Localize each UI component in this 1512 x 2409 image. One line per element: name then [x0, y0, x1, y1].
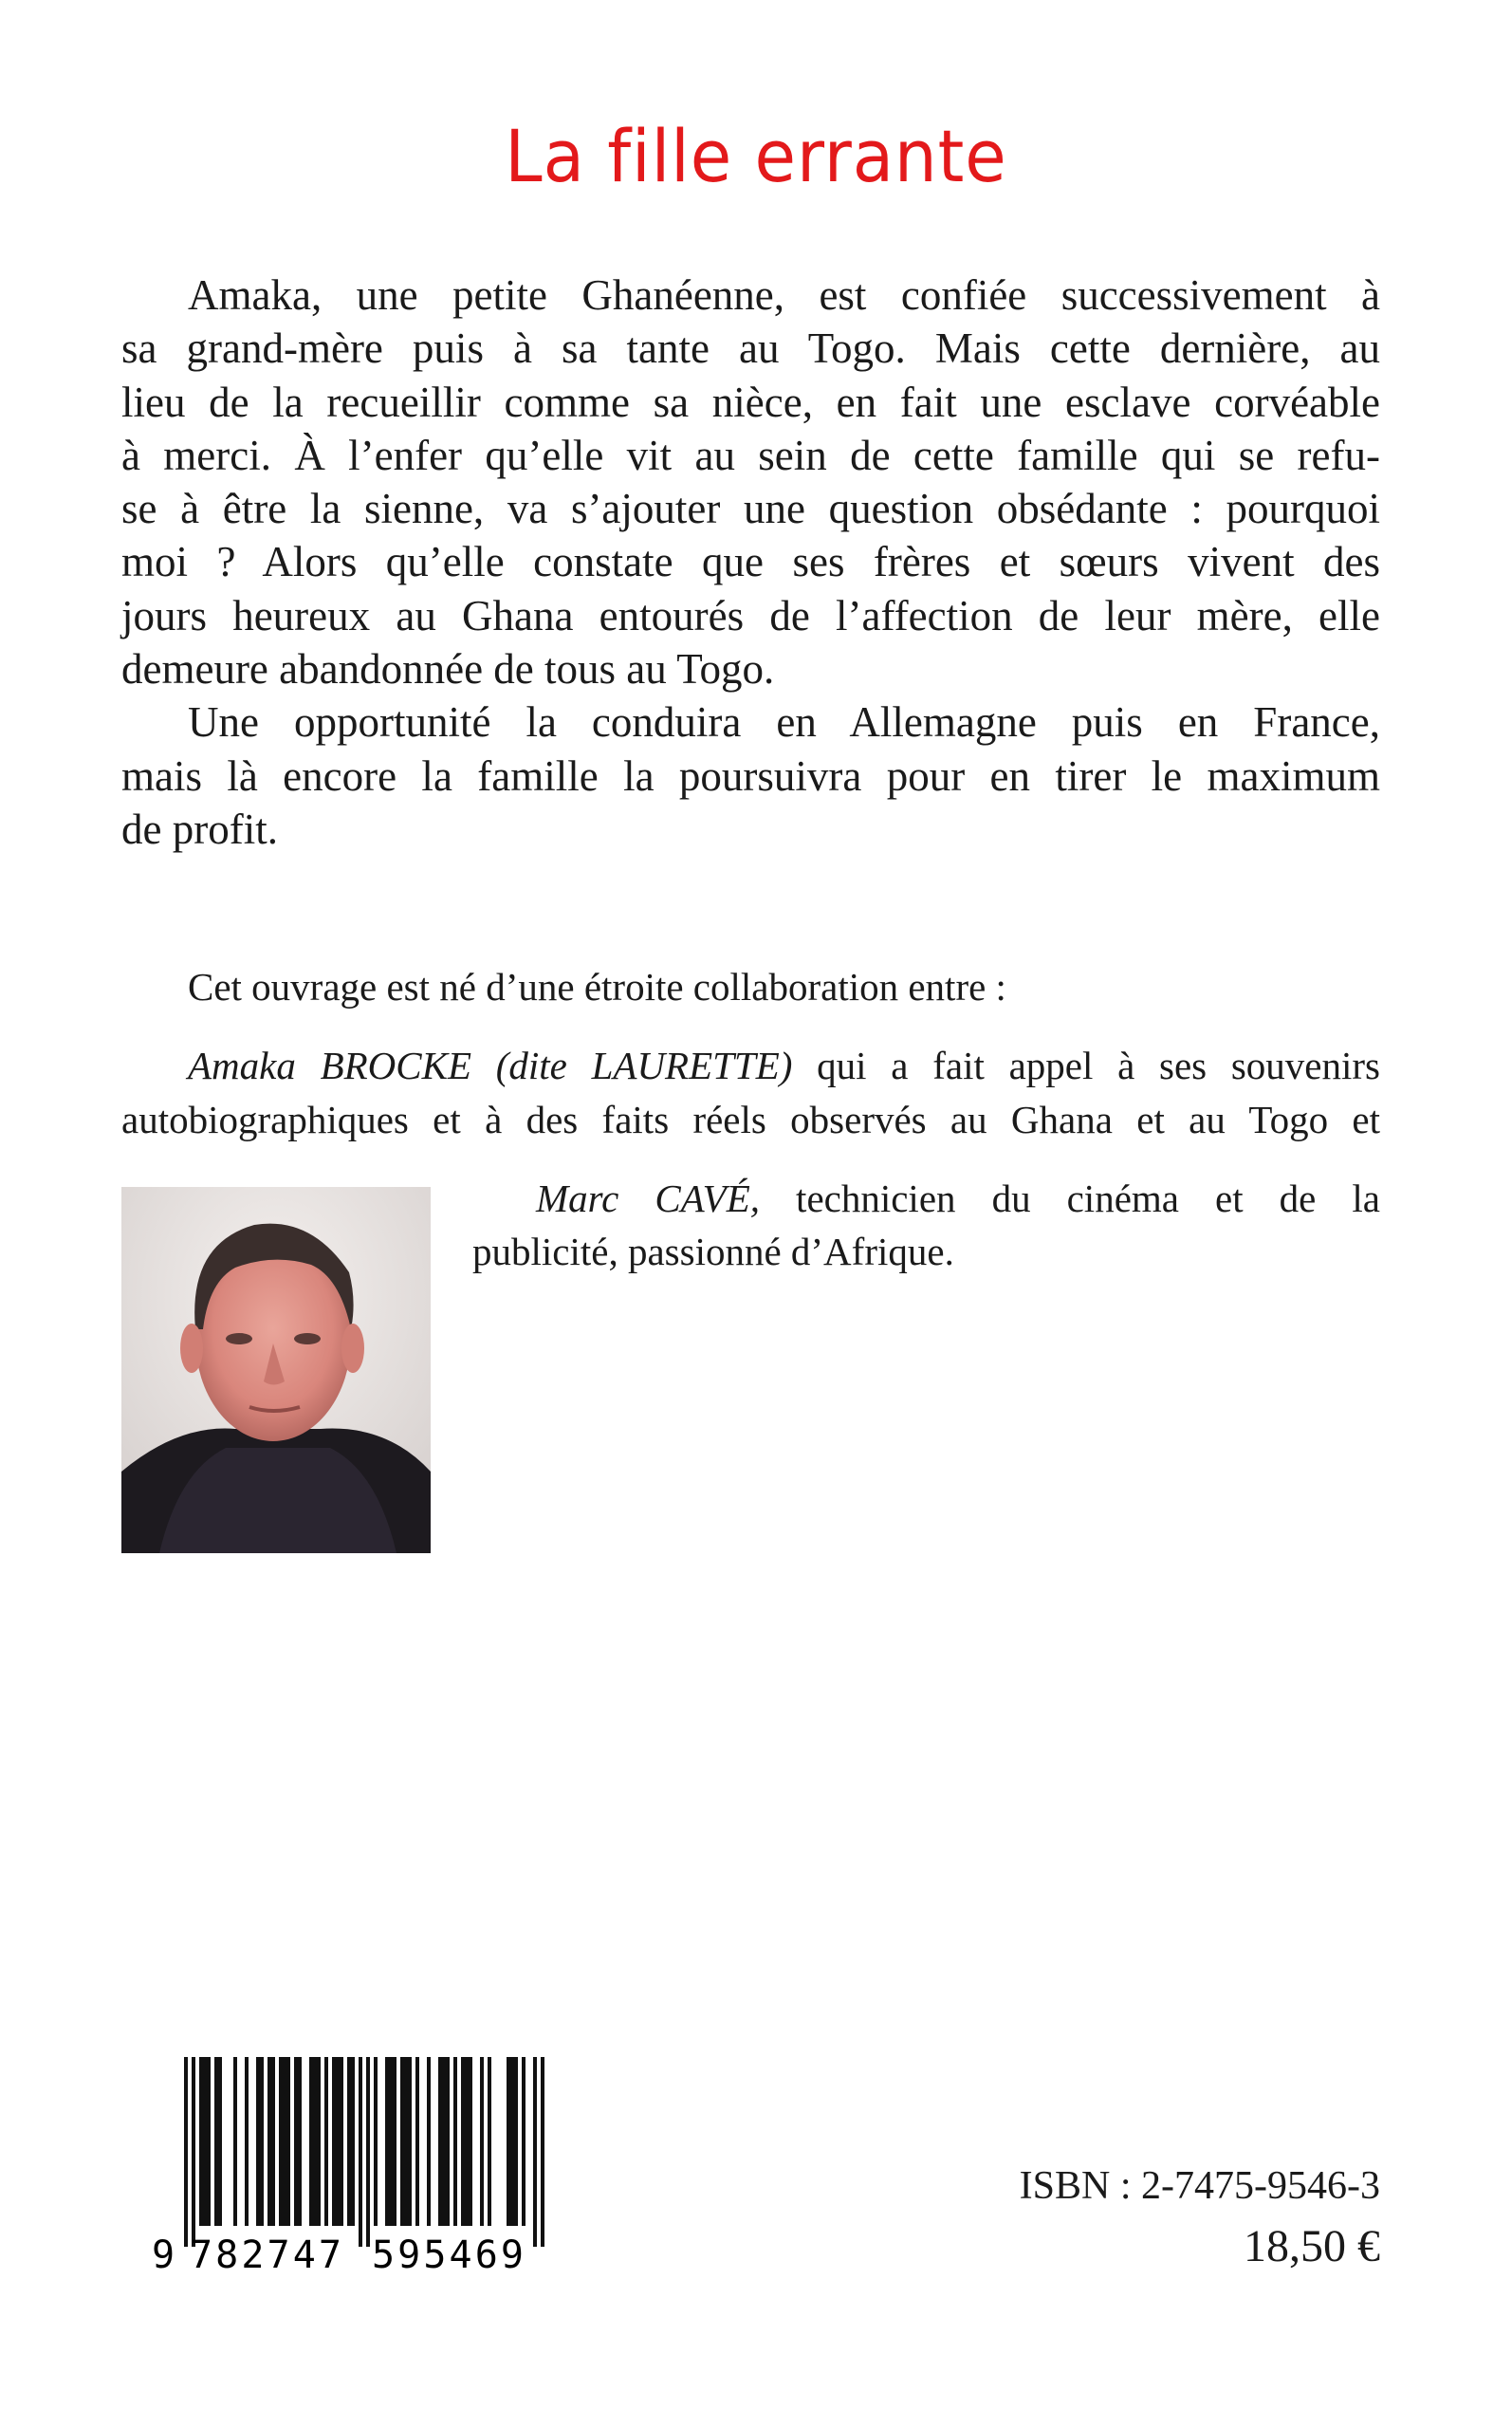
barcode-bar [332, 2057, 336, 2226]
barcode-bar [514, 2057, 518, 2226]
barcode-bar [453, 2057, 457, 2226]
barcode-bar [461, 2057, 465, 2226]
authors-intro: Cet ouvrage est né d’une étroite collaboration entre : [188, 965, 1006, 1009]
isbn: ISBN : 2-7475-9546-3 [1019, 2164, 1380, 2208]
barcode-bar [184, 2057, 188, 2247]
barcode-bar [541, 2057, 544, 2247]
summary-line: sa grand-mère puis à sa tante au Togo. Mais cette dernière, au [121, 324, 1380, 373]
barcode-bar [313, 2057, 317, 2226]
barcode-left-digits: 782747 [190, 2233, 341, 2275]
summary-line: mais là encore la famille la poursuivra pour en tirer le maximum [121, 751, 1380, 800]
barcode-bar [427, 2057, 431, 2226]
author1-line [121, 1039, 1380, 1092]
barcode-bar [385, 2057, 389, 2226]
barcode-bar [465, 2057, 469, 2226]
summary-line: lieu de la recueillir comme sa nièce, en fait une esclave corvéable [121, 378, 1380, 426]
book-title: La fille errante [505, 114, 1007, 198]
barcode-bar [203, 2057, 207, 2226]
barcode-bar [507, 2057, 510, 2226]
author1-desc: qui a fait appel à ses souvenirs [792, 1044, 1380, 1088]
barcode-bar [438, 2057, 442, 2226]
barcode-bar [218, 2057, 222, 2226]
barcode-bar [446, 2057, 450, 2226]
barcode-bar [393, 2057, 396, 2226]
barcode-bar [192, 2057, 195, 2247]
barcode-bar [309, 2057, 313, 2226]
barcode-bar [389, 2057, 393, 2226]
barcode-bar [415, 2057, 419, 2226]
author1-name: Amaka BROCKE (dite LAURETTE) [188, 1044, 793, 1088]
barcode-bar [480, 2057, 484, 2226]
barcode-bar [340, 2057, 343, 2226]
barcode-bar [199, 2057, 203, 2226]
barcode-right-digits: 595469 [372, 2233, 524, 2275]
barcode-bar [488, 2057, 491, 2226]
barcode-bar [347, 2057, 351, 2226]
barcode-bar [279, 2057, 283, 2226]
summary-line: de profit. [121, 805, 278, 853]
summary-line: jours heureux au Ghana entourés de l’affection de leur mère, elle [121, 591, 1380, 639]
summary-line: à merci. À l’enfer qu’elle vit au sein de cette famille qui se refu- [121, 431, 1380, 479]
barcode-bar [214, 2057, 218, 2226]
barcode-bar [256, 2057, 260, 2226]
barcode-bar [298, 2057, 302, 2226]
barcode [152, 2057, 560, 2275]
barcode-bar [286, 2057, 290, 2226]
barcode-bar [245, 2057, 249, 2226]
author-photo [121, 1187, 431, 1553]
summary-line: moi ? Alors qu’elle constate que ses frères et sœurs vivent des [121, 538, 1380, 586]
barcode-bar [351, 2057, 355, 2226]
summary-line: demeure abandonnée de tous au Togo. [121, 645, 775, 694]
barcode-bar [233, 2057, 237, 2226]
barcode-bar [271, 2057, 275, 2226]
barcode-bar [469, 2057, 472, 2226]
author2-desc: technicien du cinéma et de la [760, 1176, 1380, 1220]
author1-line2: autobiographiques et à des faits réels observés au Ghana et au Togo et [121, 1097, 1380, 1141]
barcode-bars [184, 2057, 544, 2247]
barcode-bar [400, 2057, 404, 2226]
barcode-bar [317, 2057, 321, 2226]
barcode-bar [207, 2057, 211, 2226]
price: 18,50 € [1244, 2221, 1380, 2271]
summary-line: Amaka, une petite Ghanéenne, est confiée successivement à [188, 271, 1380, 319]
barcode-bar [267, 2057, 271, 2226]
barcode-bar [510, 2057, 514, 2226]
barcode-bar [283, 2057, 286, 2226]
barcode-bar [533, 2057, 537, 2247]
barcode-bar [260, 2057, 264, 2226]
barcode-bar [374, 2057, 378, 2226]
barcode-bar [336, 2057, 340, 2226]
barcode-bar [294, 2057, 298, 2226]
barcode-bar [404, 2057, 408, 2226]
barcode-bar [408, 2057, 412, 2226]
author2-name: Marc CAVÉ, [536, 1176, 761, 1220]
summary [121, 269, 1380, 856]
barcode-bar [442, 2057, 446, 2226]
barcode-bar [366, 2057, 370, 2247]
barcode-bar [324, 2057, 328, 2226]
barcode-bar [359, 2057, 362, 2247]
summary-line: se à être la sienne, va s’ajouter une question obsédante : pourquoi [121, 485, 1380, 533]
author2-line2: publicité, passionné d’Afrique. [472, 1230, 954, 1274]
barcode-bar [522, 2057, 526, 2226]
summary-line: Une opportunité la conduira en Allemagne puis en France, [188, 698, 1380, 747]
barcode-first-digit: 9 [152, 2233, 175, 2275]
